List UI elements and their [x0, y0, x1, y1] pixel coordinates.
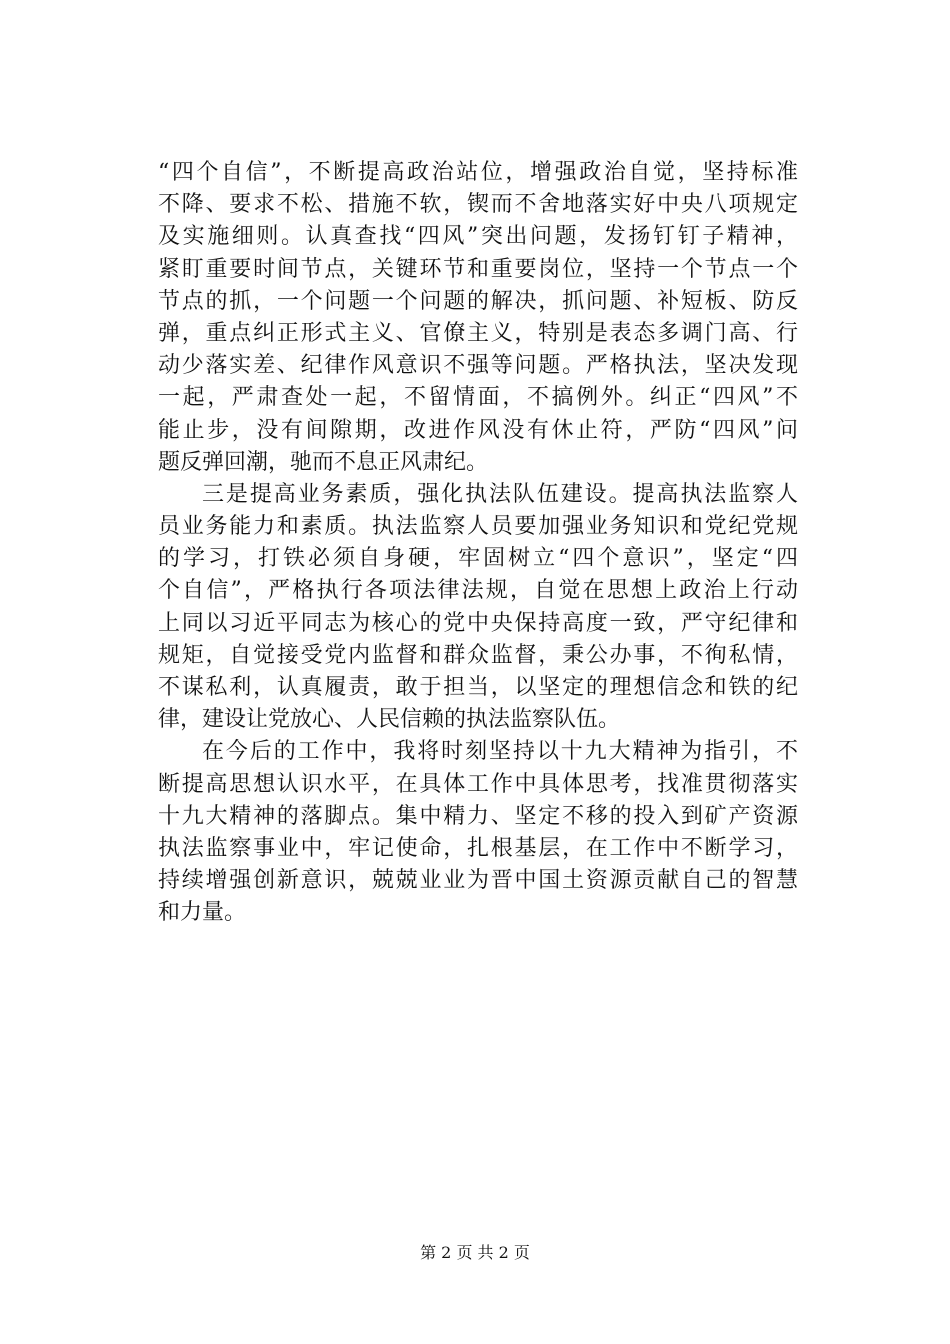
text-line: 一起，严肃查处一起，不留情面，不搞例外。纠正“四风”不: [158, 385, 798, 411]
text-line: 执法监察事业中，牢记使命，扎根基层，在工作中不断学习，: [158, 835, 798, 861]
text-line: 节点的抓，一个问题一个问题的解决，抓问题、补短板、防反: [158, 288, 798, 314]
paragraph-1: [158, 157, 798, 479]
text-line: 在今后的工作中，我将时刻坚持以十九大精神为指引，不: [202, 739, 798, 765]
text-line: 三是提高业务素质，强化执法队伍建设。提高执法监察人: [202, 481, 798, 507]
text-line: 的学习，打铁必须自身硬，牢固树立“四个意识”，坚定“四: [158, 546, 798, 572]
text-line: 动少落实差、纪律作风意识不强等问题。严格执法，坚决发现: [158, 353, 798, 379]
paragraph-2: [158, 479, 798, 737]
text-line: 个自信”，严格执行各项法律法规，自觉在思想上政治上行动: [158, 578, 798, 604]
text-line: 和力量。: [158, 900, 247, 926]
text-line: 律，建设让党放心、人民信赖的执法监察队伍。: [158, 707, 621, 733]
text-line: “四个自信”，不断提高政治站位，增强政治自觉，坚持标准: [158, 160, 798, 185]
text-line: 不谋私利，认真履责，敢于担当，以坚定的理想信念和铁的纪: [158, 675, 798, 700]
text-line: 员业务能力和素质。执法监察人员要加强业务知识和党纪党规: [158, 514, 798, 540]
text-line: 不降、要求不松、措施不软，锲而不舍地落实好中央八项规定: [158, 192, 798, 218]
text-line: 紧盯重要时间节点，关键环节和重要岗位，坚持一个节点一个: [158, 256, 798, 282]
paragraph-3: [158, 736, 798, 929]
text-line: 及实施细则。认真查找“四风”突出问题，发扬钉钉子精神，: [158, 224, 798, 250]
text-line: 规矩，自觉接受党内监督和群众监督，秉公办事，不徇私情，: [158, 642, 798, 668]
text-line: 题反弹回潮，驰而不息正风肃纪。: [158, 449, 489, 475]
text-line: 能止步，没有间隙期，改进作风没有休止符，严防“四风”问: [158, 417, 798, 443]
text-line: 弹，重点纠正形式主义、官僚主义，特别是表态多调门高、行: [158, 320, 798, 346]
text-line: 持续增强创新意识，兢兢业业为晋中国土资源贡献自己的智慧: [158, 868, 798, 894]
text-line: 断提高思想认识水平，在具体工作中具体思考，找准贯彻落实: [158, 771, 798, 797]
text-line: 上同以习近平同志为核心的党中央保持高度一致，严守纪律和: [158, 610, 798, 636]
page-number-footer: 第 2 页 共 2 页: [420, 1243, 530, 1262]
body-text: [158, 157, 798, 930]
text-line: 十九大精神的落脚点。集中精力、坚定不移的投入到矿产资源: [158, 803, 798, 829]
